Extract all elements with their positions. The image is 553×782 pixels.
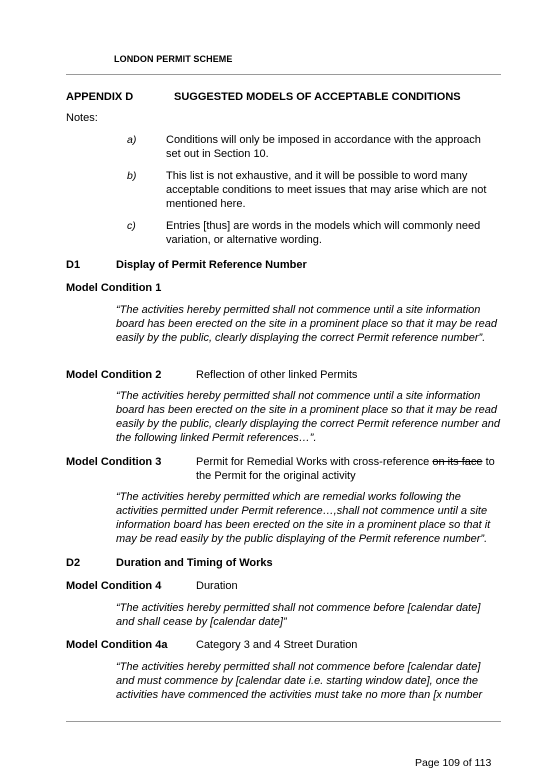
note-text-c: Entries [thus] are words in the models which will commonly need variation, or alternative wording.: [166, 220, 481, 246]
appendix-title: SUGGESTED MODELS OF ACCEPTABLE CONDITIONS: [174, 91, 461, 103]
condition-4-text: “The activities hereby permitted shall not commence before [calendar date] and shall cease by [calendar date]”: [116, 602, 481, 628]
condition-4-label: Model Condition 4: [66, 580, 162, 592]
condition-4a-label: Model Condition 4a: [66, 639, 168, 651]
header-rule: [66, 74, 501, 75]
note-marker-b: b): [127, 170, 137, 182]
note-marker-c: c): [127, 220, 136, 232]
running-header: LONDON PERMIT SCHEME: [114, 54, 233, 64]
section-d1-title: Display of Permit Reference Number: [116, 259, 307, 271]
condition-3-subtitle-part-a: Permit for Remedial Works with cross-reference: [196, 456, 433, 468]
note-text-a: Conditions will only be imposed in accordance with the approach set out in Section 10.: [166, 134, 481, 160]
condition-2-subtitle: Reflection of other linked Permits: [196, 369, 358, 381]
section-d1-number: D1: [66, 259, 81, 271]
condition-1-label: Model Condition 1: [66, 282, 162, 294]
condition-4a-text: “The activities hereby permitted shall not commence before [calendar date] and must commence by [calendar date i.e. starting window date], once the activities have commenced the activities must take no more than [x number: [116, 661, 483, 701]
condition-3-label: Model Condition 3: [66, 456, 162, 468]
page-number: Page 109 of 113: [415, 757, 492, 769]
footer-rule: [66, 721, 501, 722]
condition-3-subtitle-struck: on its face: [432, 456, 483, 468]
section-d2-number: D2: [66, 557, 81, 569]
condition-2-label: Model Condition 2: [66, 369, 162, 381]
appendix-label: APPENDIX D: [66, 91, 134, 103]
condition-3-subtitle-part-b: to the Permit for the original activity: [196, 456, 495, 482]
condition-3-text: “The activities hereby permitted which are remedial works following the activities permitted under Permit reference…,shall not commence until a site information board has been erected on the site in a prominent place so that it may be read easily by the public displaying of the Permit reference number”.: [116, 491, 491, 545]
note-marker-a: a): [127, 134, 137, 146]
notes-label: Notes:: [66, 112, 98, 124]
condition-4-subtitle: Duration: [196, 580, 238, 592]
note-text-b: This list is not exhaustive, and it will be possible to word many acceptable conditions to meet issues that may arise which are not mentioned here.: [166, 170, 487, 210]
condition-1-text: “The activities hereby permitted shall not commence until a site information board has been erected on the site in a prominent place so that it may be read easily by the public, clearly displaying the correct Permit reference number”.: [116, 304, 497, 344]
condition-4a-subtitle: Category 3 and 4 Street Duration: [196, 639, 358, 651]
condition-2-text: “The activities hereby permitted shall not commence until a site information board has been erected on the site in a prominent place so that it may be read easily by the public, clearly displaying the correct Permit reference number and the following linked Permit references…”.: [116, 390, 500, 444]
condition-3-subtitle: [196, 455, 500, 483]
section-d2-title: Duration and Timing of Works: [116, 557, 273, 569]
